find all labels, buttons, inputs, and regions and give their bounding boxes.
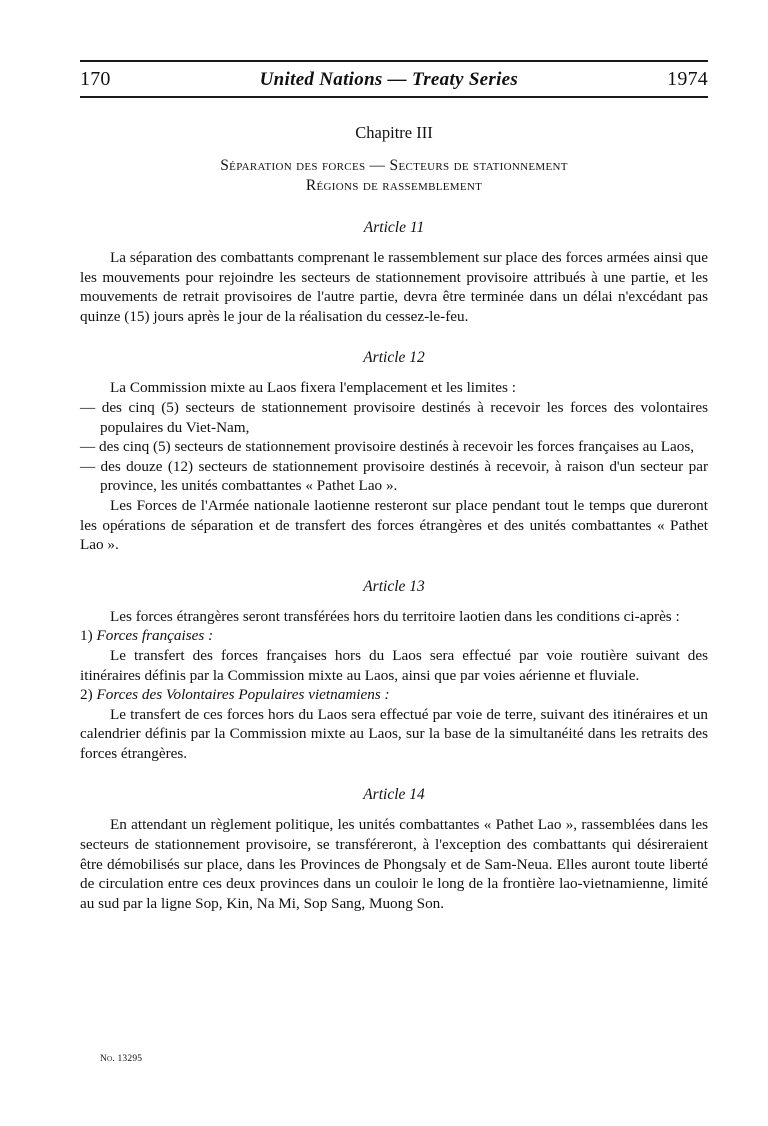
article-heading-13: Article 13	[363, 577, 425, 595]
running-head-title: United Nations — Treaty Series	[259, 69, 519, 90]
article-12-closing: Les Forces de l'Armée nationale laotienne resteront sur place pendant tout le temps que dureront les opérations de séparation et de transfert des forces étrangères et des unités combattantes « Pathet Lao ».	[80, 496, 708, 554]
article-heading-11: Article 11	[363, 219, 425, 236]
article-11-paragraph-1: La séparation des combattants comprenant le rassemblement sur place des forces armées ainsi que les mouvements pour rejoindre les secteurs de stationnement provisoire attribués à une partie, et les mouvements de retrait provisoires de l'autre partie, devra être terminée dans un délai n'excédant pas quinze (15) jours après le jour de la réalisation du cessez-le-feu.	[80, 249, 708, 325]
article-14-paragraph-1: En attendant un règlement politique, les unités combattantes « Pathet Lao », rassemblées dans les secteurs de stationnement provisoire, se transféreront, à l'exception des combattants qui désireraient être démobilisés sur place, dans les Provinces de Phongsaly et de Sam-Neua. Elles auront toute liberté de circulation entre ces deux provinces dans un couloir le long de la frontière lao-vietnamienne, limité au sud par la ligne Sop, Kin, Na Mi, Sop Sang, Muong Son.	[80, 816, 708, 912]
running-head	[80, 60, 708, 98]
article-heading-12: Article 12	[363, 349, 425, 367]
text-column	[80, 122, 708, 913]
page-year: 1974	[667, 68, 708, 90]
article-13-item-2-number: 2)	[80, 686, 93, 704]
article-13-item-1-body: Le transfert des forces françaises hors du Laos sera effectué par voie routière suivant des itinéraires définis par la Commission mixte au Laos, ainsi que par voies aérienne et fluviale.	[80, 646, 708, 684]
page-footnote: No. 13295	[100, 1054, 143, 1064]
article-13-item-1-heading	[80, 626, 708, 646]
chapter-heading: Chapitre III	[355, 123, 433, 142]
running-head-row	[80, 62, 708, 96]
article-13-item-1-title: Forces françaises :	[96, 627, 214, 645]
article-12-item-2: — des cinq (5) secteurs de stationnement provisoire destinés à recevoir les forces françaises au Laos,	[80, 438, 695, 456]
article-13-item-2-heading	[80, 685, 708, 705]
chapter-subtitle	[80, 156, 708, 196]
article-13-item-2-body: Le transfert de ces forces hors du Laos sera effectué par voie de terre, suivant des itinéraires et un calendrier définis par la Commission mixte au Laos, sur la base de la simultanéité dans les retraits des forces étrangères.	[80, 705, 708, 762]
article-12-item-1: — des cinq (5) secteurs de stationnement provisoire destinés à recevoir les forces des volontaires populaires du Viet-Nam,	[80, 398, 708, 436]
article-13-item-1-number: 1)	[80, 627, 93, 645]
article-13-item-2-title: Forces des Volontaires Populaires vietnamiens :	[96, 686, 390, 704]
article-12-item-3: — des douze (12) secteurs de stationnement provisoire destinés à recevoir, à raison d'un secteur par province, les unités combattantes « Pathet Lao ».	[80, 457, 708, 495]
running-head-rule-bottom	[80, 96, 708, 98]
article-12-lead: La Commission mixte au Laos fixera l'emplacement et les limites :	[110, 379, 516, 397]
chapter-subtitle-line-2: Régions de rassemblement	[305, 177, 483, 194]
article-13-lead: Les forces étrangères seront transférées hors du territoire laotien dans les conditions ci-après :	[110, 607, 680, 625]
article-heading-14: Article 14	[363, 786, 425, 804]
page-folio-number: 170	[80, 68, 111, 90]
chapter-subtitle-line-1: Séparation des forces — Secteurs de stationnement	[220, 157, 568, 174]
